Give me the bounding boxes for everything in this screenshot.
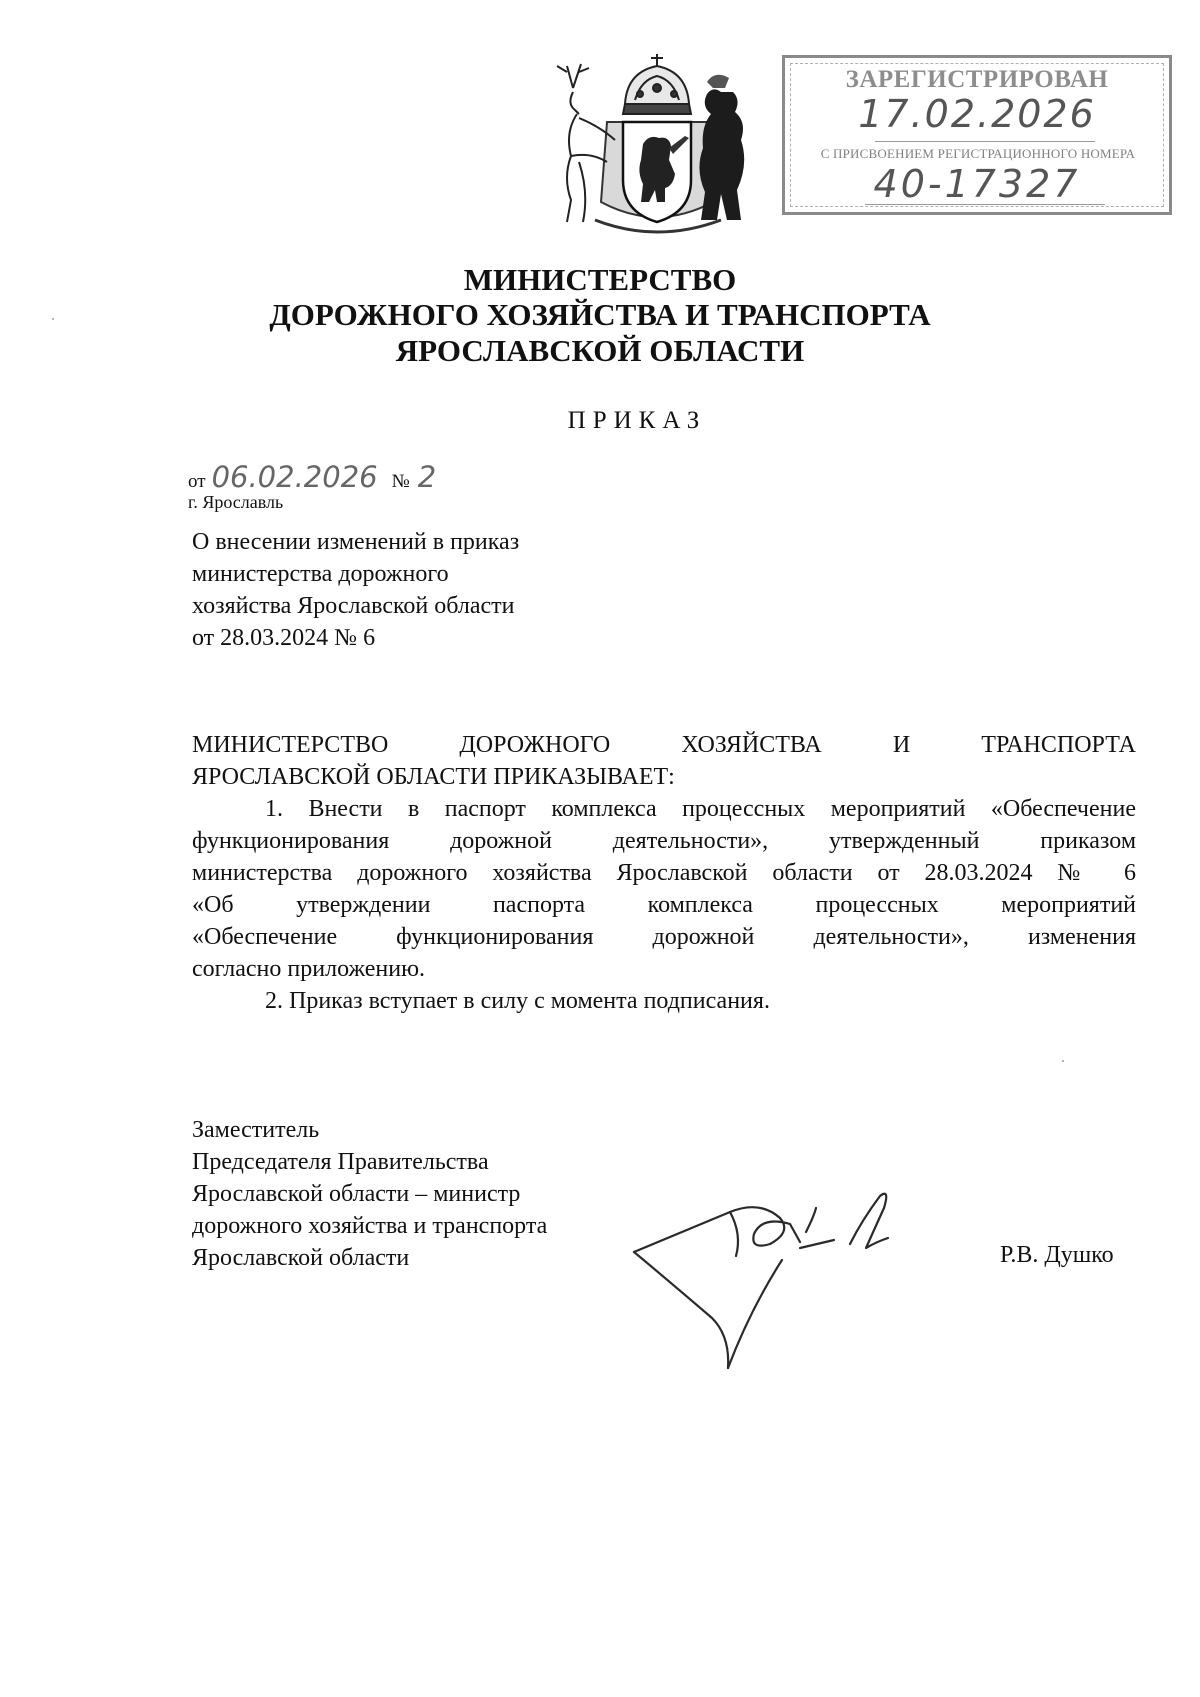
scan-speck [52,318,54,320]
order-date-number [188,460,436,494]
signer-title-line: дорожного хозяйства и транспорта [192,1213,548,1239]
order-date: 06.02.2026 [211,460,378,494]
body-line: ЯРОСЛАВСКОЙ ОБЛАСТИ ПРИКАЗЫВАЕТ: [192,764,675,790]
order-title: ПРИКАЗ [567,407,707,434]
signer-title-line: Заместитель [192,1117,320,1143]
ministry-title-line1: МИНИСТЕРСТВО [463,262,737,297]
signer-title-line: Ярославской области – министр [192,1181,521,1207]
subject-line: от 28.03.2024 № 6 [192,625,376,651]
body-line: 1. Внести в паспорт комплекса процессных мероприятий «Обеспечение [265,796,1136,822]
body-line: МИНИСТЕРСТВО ДОРОЖНОГО ХОЗЯЙСТВА И ТРАНСПОРТА [192,732,1136,758]
number-label: № [391,471,410,492]
body-line: 2. Приказ вступает в силу с момента подписания. [265,988,770,1014]
stamp-date: 17.02.2026 [858,92,1096,136]
body-line: функционирования дорожной деятельности», утвержденный приказом [192,828,1136,854]
stamp-title: ЗАРЕГИСТРИРОВАН [845,66,1109,93]
stamp-divider [875,141,1095,142]
coat-of-arms-icon [545,52,770,240]
ministry-title-line3: ЯРОСЛАВСКОЙ ОБЛАСТИ [395,333,805,368]
stamp-registration-number: 40-17327 [873,162,1081,206]
handwritten-signature [630,1190,950,1380]
signer-title-line: Председателя Правительства [192,1149,489,1175]
signer-title [192,1114,652,1274]
order-subject [192,526,612,654]
subject-line: хозяйства Ярославской области [192,593,515,619]
body-line: «Обеспечение функционирования дорожной деятельности», изменения [192,924,1136,950]
ministry-title-line2: ДОРОЖНОГО ХОЗЯЙСТВА И ТРАНСПОРТА [269,297,931,332]
body-line: согласно приложению. [192,956,426,982]
body-line: «Об утверждении паспорта комплекса процессных мероприятий [192,892,1136,918]
signer-name: Р.В. Душко [1000,1242,1114,1268]
from-label: от [188,471,206,492]
scan-speck [1062,1060,1064,1062]
registration-stamp [782,55,1172,215]
order-body [192,729,1136,1017]
subject-line: О внесении изменений в приказ [192,529,520,555]
signer-title-line: Ярославской области [192,1245,410,1271]
order-number: 2 [417,460,437,494]
stamp-caption: С ПРИСВОЕНИЕМ РЕГИСТРАЦИОННОГО НОМЕРА [820,146,1136,161]
stamp-divider [865,204,1105,205]
order-city: г. Ярославль [188,492,284,512]
body-line: министерства дорожного хозяйства Ярославской области от 28.03.2024 № 6 [192,860,1136,886]
subject-line: министерства дорожного [192,561,449,587]
